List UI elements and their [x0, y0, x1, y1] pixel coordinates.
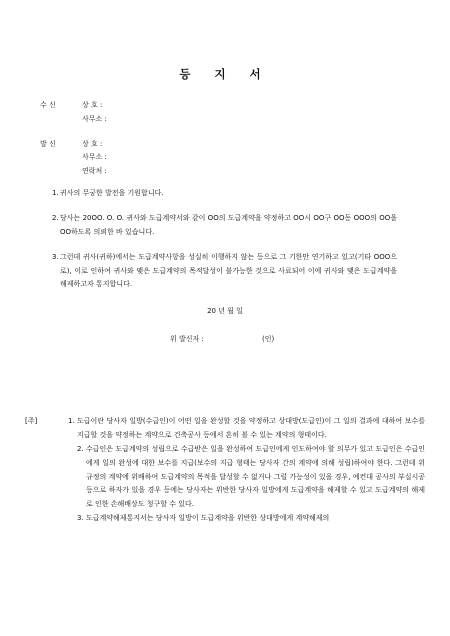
paragraph-1	[52, 188, 397, 198]
sender-contact-label: 연락처 :	[82, 167, 107, 175]
recipient-label: 수 신	[40, 101, 56, 109]
document-title: 등 지 서	[179, 67, 271, 81]
note-item	[68, 415, 425, 442]
signature-seal: (인)	[262, 335, 275, 343]
paragraph-number: 3.	[52, 253, 59, 261]
paragraph-text: 당사는 20OO. O. O. 귀사와 도급계약서와 같이 OO의 도급계약을 약정하고 OO시 OO구 OO동 OOO의 OO을 OO하도록 의뢰한 바 있습니다.	[60, 214, 397, 236]
note-item	[77, 512, 425, 526]
paragraph-text: 귀사의 무궁한 발전을 기원합니다.	[60, 189, 164, 197]
note-number: 2.	[77, 445, 84, 454]
note-item	[77, 443, 425, 511]
note-text: 수급인은 도급계약의 성립으로 수급받은 일을 완성하여 도급인에게 인도하여야 할 의무가 있고 도급인은 수급인에게 일의 완성에 대한 보수를 지급(보수의 지급 형태는 당사자 간의 계약에 의해 성립)하여야 한다. 그런데 위 규정의 계약에 위배하여 도급계약의 목적을 달성할 수 없거나 그럴 가능성이 있을 경우, 예컨대 공사의 부실시공 등으로 하자가 있을 경우 등에는 당사자는 위반한 당사자 일방에게 도급계약을 해제할 수 있고 도급계약의 해제로 인한 손해배상도 청구할 수 있다.	[86, 445, 425, 508]
sender-label: 발 신	[40, 140, 56, 148]
paragraph-number: 1.	[52, 189, 59, 197]
notes-section	[25, 415, 425, 527]
sender-name-label: 상 호 :	[82, 140, 103, 148]
note-number: 1.	[68, 417, 75, 425]
paragraph-number: 2.	[52, 214, 59, 222]
note-text: 도급이란 당사자 일방(수급인)이 어떤 일을 완성할 것을 약정하고 상대방(도급인)이 그 일의 결과에 대하여 보수를 지급할 것을 약정하는 계약으로 건축공사 등에서 흔히 볼 수 있는 계약의 형태이다.	[77, 417, 425, 439]
signature-label: 위 발신자 :	[170, 335, 204, 343]
date-line: 20 년 월 일	[207, 307, 243, 315]
paragraph-3	[52, 251, 397, 292]
notes-head: [주]	[25, 417, 38, 425]
sender-office-label: 사무소 :	[82, 153, 107, 161]
paragraph-2	[52, 212, 397, 239]
note-number: 3.	[77, 514, 84, 523]
paragraph-text: 그런데 귀사(귀하)에서는 도급계약사항을 성실히 이행하지 않는 등으로 그 기한만 연기하고 있고(기타 OOO으로), 이로 인하여 귀사와 맺은 도급계약의 목적달성이 불가능한 것으로 사료되어 이에 귀사와 맺은 도급계약을 해제하고자 통지합니다.	[60, 253, 397, 289]
note-text: 도급계약해제통지서는 당사자 일방이 도급계약을 위반한 상대방에게 계약해제의	[86, 514, 330, 523]
recipient-name-label: 상 호 :	[82, 101, 103, 109]
recipient-office-label: 사무소 :	[82, 115, 107, 123]
